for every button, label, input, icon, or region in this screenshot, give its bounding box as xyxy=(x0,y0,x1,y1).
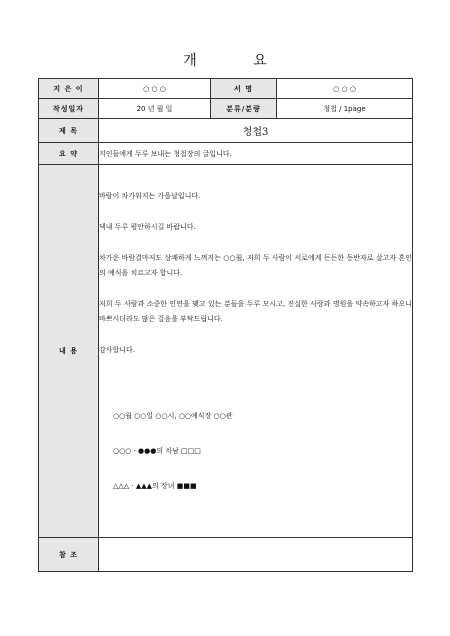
content-paragraph-1: 바람이 차가워지는 가을날입니다. xyxy=(99,191,201,200)
reference-row xyxy=(39,538,413,572)
document-title: 개 요 xyxy=(183,53,293,69)
reference-label: 참 조 xyxy=(39,538,99,572)
content-paragraph-5: 감사합니다. xyxy=(99,345,136,354)
signature-label: 서 명 xyxy=(211,79,277,99)
content-body xyxy=(99,165,413,538)
category-label: 분류/분량 xyxy=(211,99,277,119)
signature-value: ○ ○ ○ xyxy=(277,79,413,99)
overview-form-table xyxy=(38,78,413,572)
date-label: 작성일자 xyxy=(39,99,99,119)
subject-value: 청첩3 xyxy=(99,119,413,143)
wedding-bride-line: △△△ · ▲▲▲의 장녀 ■■■ xyxy=(113,481,197,490)
content-row xyxy=(39,165,413,538)
summary-row xyxy=(39,143,413,165)
date-value: 20 년 월 일 xyxy=(99,99,211,119)
wedding-event-line: ○○월 ○○일 ○○시, ○○예식장 ○○관 xyxy=(113,411,233,420)
content-label: 내 용 xyxy=(39,165,99,538)
wedding-info xyxy=(113,409,412,494)
subject-label: 제 목 xyxy=(39,119,99,143)
subject-row xyxy=(39,119,413,143)
author-label: 지 은 이 xyxy=(39,79,99,99)
category-value: 청첩 / 1page xyxy=(277,99,413,119)
summary-value: 지인들에게 두루 보내는 청첩장의 글입니다. xyxy=(99,143,413,165)
content-paragraph-4: 저희 두 사람과 소중한 인연을 맺고 있는 분들을 두루 모시고, 진실한 사랑과 명원을 약속하고자 하오니 바쁘시더라도 많은 걸음을 부탁드립니다. xyxy=(99,299,412,323)
reference-value xyxy=(99,538,413,572)
date-row xyxy=(39,99,413,119)
summary-label: 요 약 xyxy=(39,143,99,165)
wedding-groom-line: ○○○ · ●●●의 차남 □□□ xyxy=(113,446,201,455)
content-spacer xyxy=(99,374,412,409)
content-paragraph-2: 댁내 두루 평안하시길 바랍니다. xyxy=(99,222,196,231)
author-value: ○ ○ ○ xyxy=(99,79,211,99)
author-row xyxy=(39,79,413,99)
content-paragraph-3: 차가운 바람결마저도 상쾌하게 느껴지는 ○○월, 저희 두 사람이 서로에게 든든한 동반자로 살고자 혼인의 예식을 치르고자 합니다. xyxy=(99,253,412,277)
